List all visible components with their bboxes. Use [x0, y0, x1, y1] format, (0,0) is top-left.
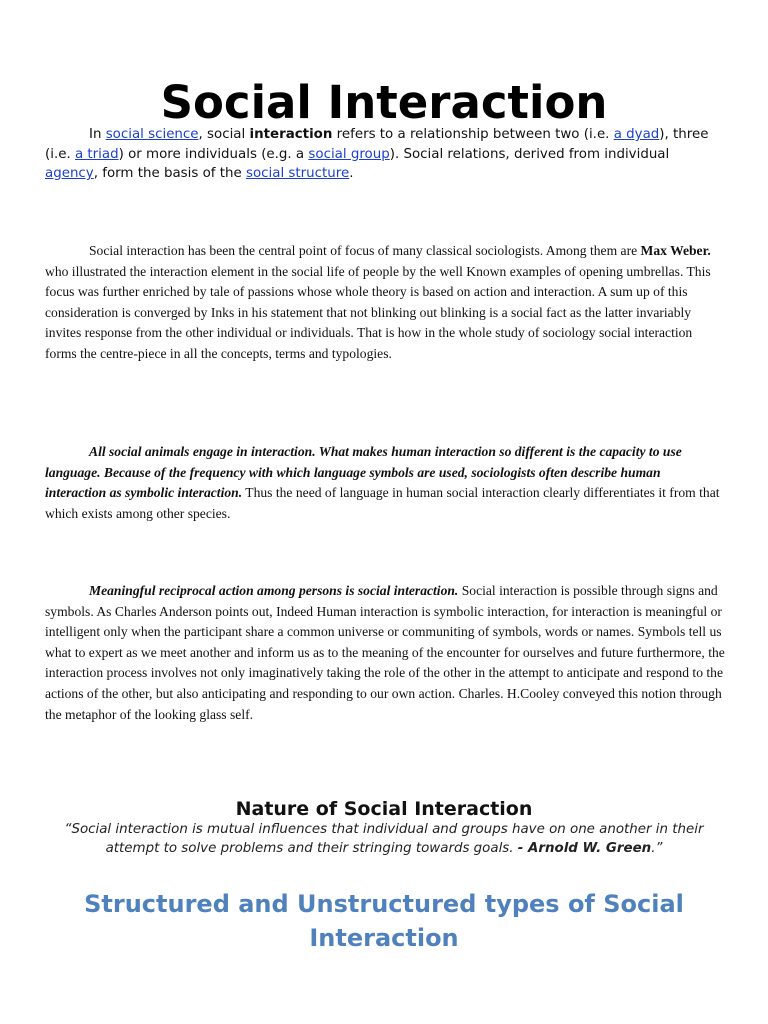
nature-heading: Nature of Social Interaction — [235, 797, 533, 820]
section-heading: Structured and Unstructured types of Social Interaction — [84, 889, 684, 952]
intro-text: , form the basis of the — [93, 166, 246, 181]
intro-text: ). Social relations, derived from individual — [389, 146, 670, 162]
paragraph-text: Social interaction has been the central point of focus of many classical sociologists. Among them are — [89, 243, 641, 258]
paragraph-text: Social interaction is possible through signs and symbols. As Charles Anderson points out, Indeed Human interaction is symbolic interaction, for interaction is meaningful or intelligent only when the participant share a common universe or communiting of symbols, words or names. Symbols tell us what to expert as we meet another and inform us as to the meaning of the encounter for ourselves and future furthermore, the interaction process involves not only imaginatively taking the role of the other in the attempt to anticipate and respond to the actions of the other, but also anticipating and responding to our own action. Charles. H.Cooley conveyed this notion through the metaphor of the looking glass self. — [45, 583, 725, 722]
quote-end: .” — [651, 841, 663, 857]
paragraph-text: Thus the need of language in human social interaction clearly differentiates it from that which exists among other species. — [45, 485, 720, 521]
paragraph-sociologists — [45, 241, 725, 365]
intro-bold-term: interaction — [249, 127, 333, 142]
bold-italic-statement: All social animals engage in interaction. What makes human interaction so different is the capacity to use language. Because of the frequency with which language symbols are used, sociologists often describe human interaction as symbolic interaction. — [45, 444, 682, 501]
bold-name: Max Weber. — [640, 243, 711, 258]
quote-author: - Arnold W. Green — [517, 841, 652, 857]
intro-text: refers to a relationship between two (i.e. — [332, 127, 614, 142]
intro-text: ) or more individuals (e.g. a — [118, 146, 309, 162]
paragraph-reciprocal-action — [45, 581, 725, 725]
paragraph-language — [45, 442, 725, 524]
intro-text: ), three (i.e. — [45, 127, 709, 162]
intro-text: . — [349, 166, 354, 181]
quote-text: “Social interaction is mutual influences that individual and groups have on one another in their attempt to solve problems and their stringing towards goals — [64, 822, 704, 857]
link-dyad[interactable]: a dyad — [613, 127, 660, 142]
link-social-science[interactable]: social science — [105, 127, 199, 142]
paragraph-text: who illustrated the interaction element in the social life of people by the well Known examples of opening umbrellas. This focus was further enriched by tale of passions whose whole theory is based on action and interaction. A sum up of this consideration is converged by Inks in his statement that not blinking out blinking is a social fact as the latter invariably invites response from the other individual or individuals. That is how in the whole study of sociology social interaction forms the centre-piece in all the concepts, terms and typologies. — [45, 263, 711, 361]
intro-text: , social — [198, 127, 250, 142]
bold-italic-statement: Meaningful reciprocal action among persons is social interaction. — [89, 583, 459, 598]
page-title: Social Interaction — [160, 76, 608, 130]
intro-paragraph — [45, 125, 725, 184]
intro-text: In — [89, 127, 106, 142]
quote-separator: . — [509, 841, 518, 857]
link-social-group[interactable]: social group — [308, 146, 390, 162]
link-social-structure[interactable]: social structure — [245, 166, 350, 181]
nature-quote — [40, 820, 728, 858]
link-agency[interactable]: agency — [45, 166, 94, 181]
link-triad[interactable]: a triad — [74, 146, 119, 162]
